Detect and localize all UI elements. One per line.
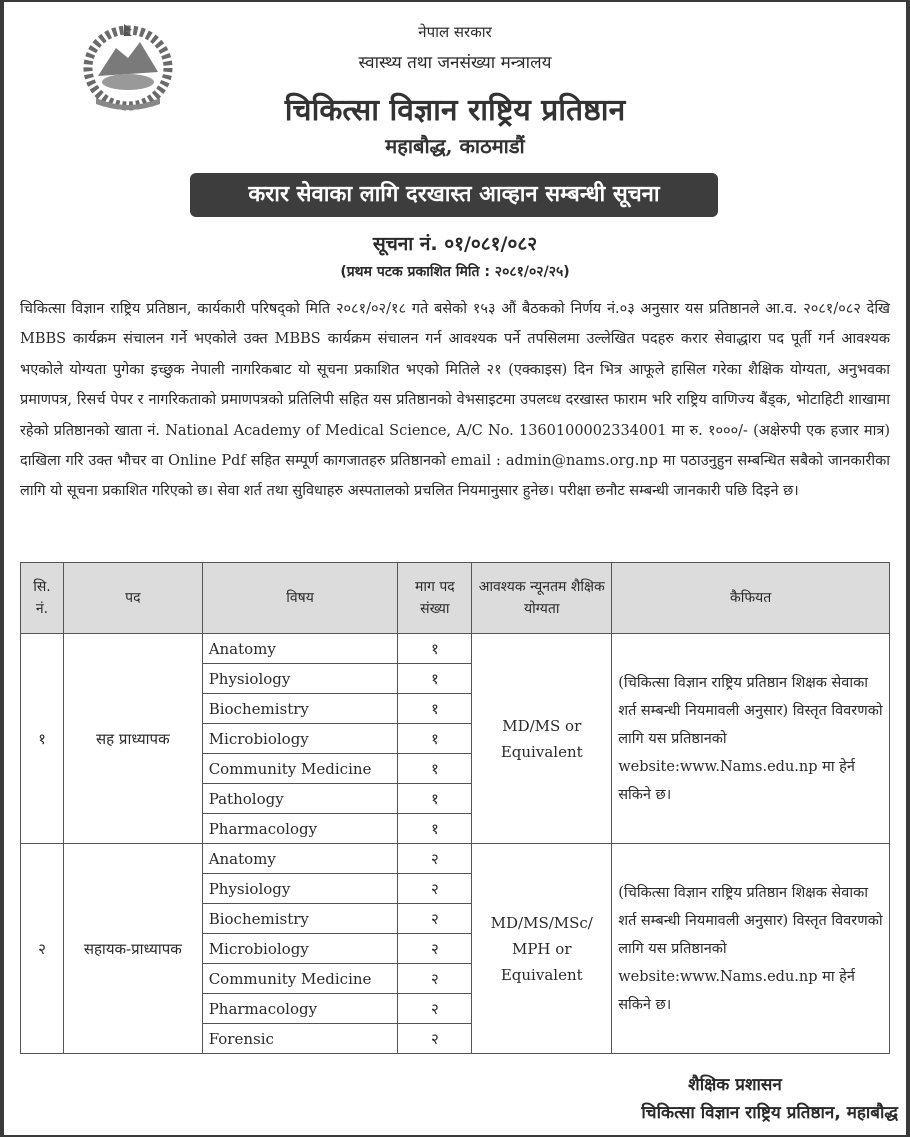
header-sn: सि. नं. [21, 563, 64, 634]
subject-name: Pharmacology [202, 994, 398, 1024]
subject-name: Anatomy [202, 634, 398, 664]
post-count: २ [398, 964, 472, 994]
header-qualification: आवश्यक न्यूनतम शैक्षिक योग्यता [472, 563, 612, 634]
notice-title-banner: करार सेवाका लागि दरखास्त आव्हान सम्बन्धी सूचना [190, 173, 718, 217]
subject-name: Biochemistry [202, 694, 398, 724]
first-published-date: (प्रथम पटक प्रकाशित मिति : २०८१/०२/२५) [340, 264, 570, 280]
remarks: (चिकित्सा विज्ञान राष्ट्रिय प्रतिष्ठान शिक्षक सेवाका शर्त सम्बन्धी नियमावली अनुसार) विस्तृत विवरणको लागि यस प्रतिष्ठानको website:www.Nams.edu.np मा हेर्न सकिने छ। [612, 844, 890, 1054]
serial-number: १ [21, 634, 64, 844]
post-count: १ [398, 664, 472, 694]
institution-location: महाबौद्ध, काठमाडौं [385, 134, 525, 158]
qualification: MD/MS/MSc/ MPH or Equivalent [472, 844, 612, 1054]
post-count: १ [398, 724, 472, 754]
post-count: २ [398, 844, 472, 874]
subject-name: Biochemistry [202, 904, 398, 934]
subject-name: Forensic [202, 1024, 398, 1054]
vacancy-table [20, 562, 890, 1054]
subject-name: Anatomy [202, 844, 398, 874]
subject-name: Community Medicine [202, 964, 398, 994]
serial-number: २ [21, 844, 64, 1054]
subject-name: Microbiology [202, 724, 398, 754]
subject-name: Community Medicine [202, 754, 398, 784]
subject-name: Microbiology [202, 934, 398, 964]
post-count: २ [398, 994, 472, 1024]
remarks: (चिकित्सा विज्ञान राष्ट्रिय प्रतिष्ठान शिक्षक सेवाका शर्त सम्बन्धी नियमावली अनुसार) विस्तृत विवरणको लागि यस प्रतिष्ठानको website:www.Nams.edu.np मा हेर्न सकिने छ। [612, 634, 890, 844]
header-subject: विषय [202, 563, 398, 634]
post-name: सह प्राध्यापक [63, 634, 202, 844]
subject-name: Pharmacology [202, 814, 398, 844]
ministry-name: स्वास्थ्य तथा जनसंख्या मन्त्रालय [358, 53, 552, 73]
header-post: पद [63, 563, 202, 634]
header-remarks: कैफियत [612, 563, 890, 634]
header-count: माग पद संख्या [398, 563, 472, 634]
institution-name: चिकित्सा विज्ञान राष्ट्रिय प्रतिष्ठान [284, 93, 626, 128]
notice-number: सूचना नं. ०१/०८१/०८२ [372, 233, 538, 255]
signature-institution: चिकित्सा विज्ञान राष्ट्रिय प्रतिष्ठान, महाबौद्ध [641, 1103, 898, 1123]
post-count: १ [398, 754, 472, 784]
post-count: १ [398, 784, 472, 814]
subject-name: Physiology [202, 874, 398, 904]
post-count: १ [398, 634, 472, 664]
post-count: २ [398, 904, 472, 934]
table-row [21, 634, 890, 664]
signature-office: शैक्षिक प्रशासन [688, 1075, 782, 1095]
notice-body: चिकित्सा विज्ञान राष्ट्रिय प्रतिष्ठान, कार्यकारी परिषद्को मिति २०८१/०२/१८ गते बसेको १५३ औं बैठकको निर्णय नं.०३ अनुसार यस प्रतिष्ठानले आ.व. २०८१/०८२ देखि MBBS कार्यक्रम संचालन गर्ने भएकोले उक्त MBBS कार्यक्रम संचालन गर्न आवश्यक पर्ने तपसिलमा उल्लेखित पदहरु करार सेवाद्धारा पद पूर्ती गर्न आवश्यक भएकोले योग्यता पुगेका इच्छुक नेपाली नागरिकबाट यो सूचना प्रकाशित भएको मितिले २१ (एक्काइस) दिन भित्र आफूले हासिल गरेका शैक्षिक योग्यता, अनुभवका प्रमाणपत्र, रिसर्च पेपर र नागरिकताको प्रमाणपत्रको प्रतिलिपी सहित यस प्रतिष्ठानको वेभसाइटमा उपलव्ध दरखास्त फाराम भरि राष्ट्रिय वाणिज्य बैंड्क, भोटाहिटी शाखामा रहेको प्रतिष्ठानको खाता नं. National Academy of Medical Science, A/C No. 1360100002334001 मा रु. १०००/- (अक्षेरुपी एक हजार मात्र) दाखिला गरि उक्त भौचर वा Online Pdf सहित सम्पूर्ण कागजातहरु प्रतिष्ठानको email : admin@nams.org.np मा पठाउनुहुन सम्बन्धित सबैको जानकारीका लागि यो सूचना प्रकाशित गरिएको छ। सेवा शर्त तथा सुविधाहरु अस्पतालको प्रचलित नियमानुसार हुनेछ। परीक्षा छनौट सम्बन्धी जानकारी पछि दिइने छ। [20, 301, 890, 500]
table-header-row [21, 563, 890, 634]
post-count: २ [398, 1024, 472, 1054]
post-count: १ [398, 814, 472, 844]
post-name: सहायक-प्राध्यापक [63, 844, 202, 1054]
table-row [21, 844, 890, 874]
post-count: २ [398, 874, 472, 904]
post-count: २ [398, 934, 472, 964]
post-count: १ [398, 694, 472, 724]
subject-name: Physiology [202, 664, 398, 694]
qualification: MD/MS or Equivalent [472, 634, 612, 844]
subject-name: Pathology [202, 784, 398, 814]
government-name: नेपाल सरकार [418, 23, 492, 41]
